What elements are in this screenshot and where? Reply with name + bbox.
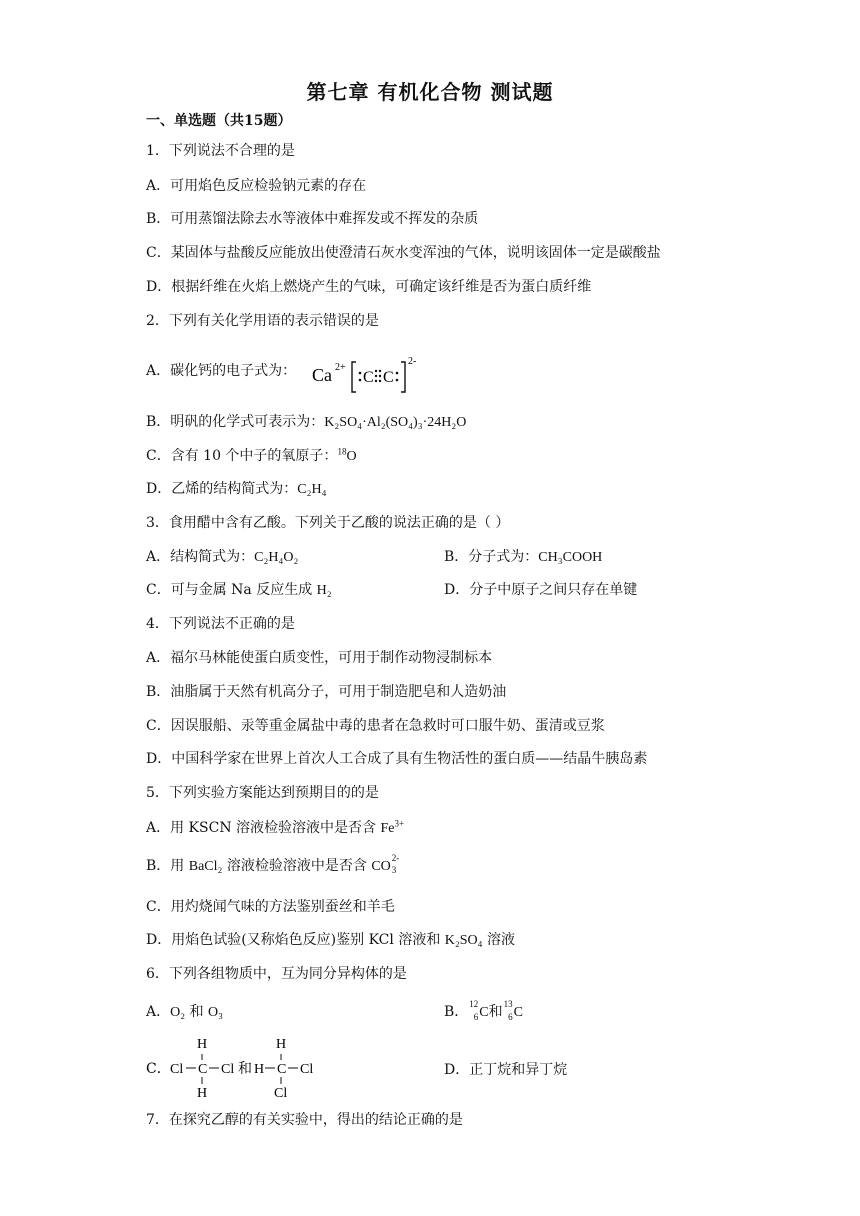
q3-option-a-formula: C₂H₄O₂ <box>254 550 299 565</box>
carbon-1: C <box>363 369 374 386</box>
q2-option-b-text: B．明矾的化学式可表示为： <box>146 414 325 430</box>
dichloromethane-structures <box>146 1032 446 1102</box>
s1-carbon: C <box>198 1062 208 1077</box>
q5-option-b <box>146 853 400 877</box>
c12-mass-number: 12 <box>469 999 479 1009</box>
q5-option-a <box>146 818 404 839</box>
q5-option-c: C．用灼烧闻气味的方法鉴别蚕丝和羊毛 <box>146 899 395 915</box>
carbonate-subscript: 3 <box>391 865 397 875</box>
q5-stem: 5．下列实验方案能达到预期目的的是 <box>146 785 379 801</box>
q3-option-c <box>146 580 332 601</box>
c12-nuclide-numbers <box>468 999 479 1022</box>
q2-stem: 2．下列有关化学用语的表示错误的是 <box>146 313 379 329</box>
q6-stem: 6．下列各组物质中，互为同分异构体的是 <box>146 966 407 982</box>
q4-option-c: C．因误服船、汞等重金属盐中毒的患者在急救时可口服牛奶、蛋清或豆浆 <box>146 718 605 734</box>
c13-nuclide-numbers <box>503 999 514 1022</box>
s2-left-h: H <box>254 1062 265 1077</box>
q2-option-c <box>146 446 357 467</box>
q3-stem: 3．食用醋中含有乙酸。下列关于乙酸的说法正确的是（ ） <box>146 515 510 531</box>
s2-bottom-cl: Cl <box>274 1086 288 1101</box>
q1-option-b: B．可用蒸馏法除去水等液体中难挥发或不挥发的杂质 <box>146 211 479 227</box>
carbonate-ion: CO <box>371 859 391 874</box>
barium-chloride-formula: BaCl₂ <box>188 859 223 874</box>
q2-option-c-text: C．含有 10 个中子的氧原子： <box>146 448 338 464</box>
q5-option-d-text2: 溶液 <box>482 932 516 948</box>
q3-option-b-text: B．分子式为： <box>444 549 539 565</box>
alum-formula: K₂SO₄·Al₂(SO₄)₃·24H₂O <box>324 415 467 430</box>
q4-stem: 4．下列说法不正确的是 <box>146 616 295 632</box>
q1-stem: 1．下列说法不合理的是 <box>146 143 295 159</box>
q3-option-b <box>444 547 602 568</box>
s1-right-cl: Cl <box>221 1062 235 1077</box>
q1-option-c: C．某固体与盐酸反应能放出使澄清石灰水变浑浊的气体，说明该固体一定是碳酸盐 <box>146 245 661 261</box>
q4-option-a: A．福尔马林能使蛋白质变性，可用于制作动物浸制标本 <box>146 650 493 666</box>
q3-option-c-text: C．可与金属 Na 反应生成 <box>146 582 317 598</box>
oxygen-mass-number: 18 <box>337 446 347 457</box>
ca-symbol: Ca <box>312 365 332 385</box>
q2-option-b <box>146 412 466 433</box>
s2-top-h: H <box>276 1037 287 1052</box>
s2-right-cl: Cl <box>300 1062 314 1077</box>
q5-option-d <box>146 930 515 951</box>
c13-symbol: C <box>513 1005 523 1020</box>
q6-option-b <box>444 999 523 1023</box>
q3-option-a <box>146 547 298 568</box>
q7-stem: 7．在探究乙醇的有关实验中，得出的结论正确的是 <box>146 1112 463 1128</box>
q6-option-b-text: B． <box>444 1004 469 1020</box>
q6-option-a <box>146 1002 223 1023</box>
q5-option-d-text1: D．用焰色试验(又称焰色反应)鉴别 KCl 溶液和 <box>146 932 445 948</box>
q3-option-c-formula: H₂ <box>316 583 332 598</box>
s2-carbon: C <box>277 1062 287 1077</box>
s1-top-h: H <box>197 1037 208 1052</box>
q6-option-c-text: C． <box>146 1061 171 1077</box>
q3-option-a-text: A．结构简式为： <box>146 549 255 565</box>
ozone-molecule: O₃ <box>208 1005 224 1020</box>
ca-charge: 2+ <box>335 362 346 373</box>
oxygen-symbol: O <box>346 449 357 464</box>
q3-option-b-formula: CH₃COOH <box>538 550 603 565</box>
q3-option-d: D．分子中原子之间只存在单键 <box>444 582 638 598</box>
q6-option-a-and: 和 <box>185 1004 209 1020</box>
s1-bottom-h: H <box>197 1086 208 1101</box>
q4-option-d: D．中国科学家在世界上首次人工合成了具有生物活性的蛋白质——结晶牛胰岛素 <box>146 751 648 767</box>
oxygen-molecule: O₂ <box>170 1005 186 1020</box>
calcium-carbide-electron-formula <box>312 352 432 396</box>
carbonate-sub-sup <box>391 853 400 876</box>
q2-option-d-text: D．乙烯的结构简式为： <box>146 481 298 497</box>
q2-option-a-text: A．碳化钙的电子式为： <box>146 363 297 379</box>
section-heading: 一、单选题（共15题） <box>146 113 292 129</box>
carbonate-charge: 2- <box>391 853 400 863</box>
q6-option-d: D．正丁烷和异丁烷 <box>444 1062 568 1078</box>
potassium-sulfate-formula: K₂SO₄ <box>444 933 483 948</box>
q5-option-b-text1: B．用 <box>146 858 189 874</box>
q2-option-d <box>146 479 326 500</box>
c12-atomic-number: 6 <box>473 1012 479 1022</box>
anion-charge: 2- <box>408 356 417 367</box>
ferric-charge: 3+ <box>394 818 405 829</box>
c12-symbol: C <box>479 1005 489 1020</box>
page-title: 第七章 有机化合物 测试题 <box>306 80 554 104</box>
c13-mass-number: 13 <box>503 999 513 1009</box>
ethylene-formula: C₂H₄ <box>297 482 327 497</box>
q5-option-b-text2: 溶液检验溶液中是否含 <box>222 858 372 874</box>
q1-option-d: D．根据纤维在火焰上燃烧产生的气味，可确定该纤维是否为蛋白质纤维 <box>146 279 592 295</box>
c13-atomic-number: 6 <box>508 1012 513 1022</box>
carbon-2: C <box>383 369 394 386</box>
q6-option-b-and: 和 <box>488 1004 503 1020</box>
q5-option-a-text: A．用 KSCN 溶液检验溶液中是否含 <box>146 820 381 836</box>
q6-option-a-text: A． <box>146 1004 171 1020</box>
q4-option-b: B．油脂属于天然有机高分子，可用于制造肥皂和人造奶油 <box>146 684 507 700</box>
q6-option-c-and: 和 <box>238 1061 252 1077</box>
q1-option-a: A．可用焰色反应检验钠元素的存在 <box>146 178 367 194</box>
s1-left-cl: Cl <box>170 1062 184 1077</box>
ferric-ion: Fe <box>380 821 395 836</box>
